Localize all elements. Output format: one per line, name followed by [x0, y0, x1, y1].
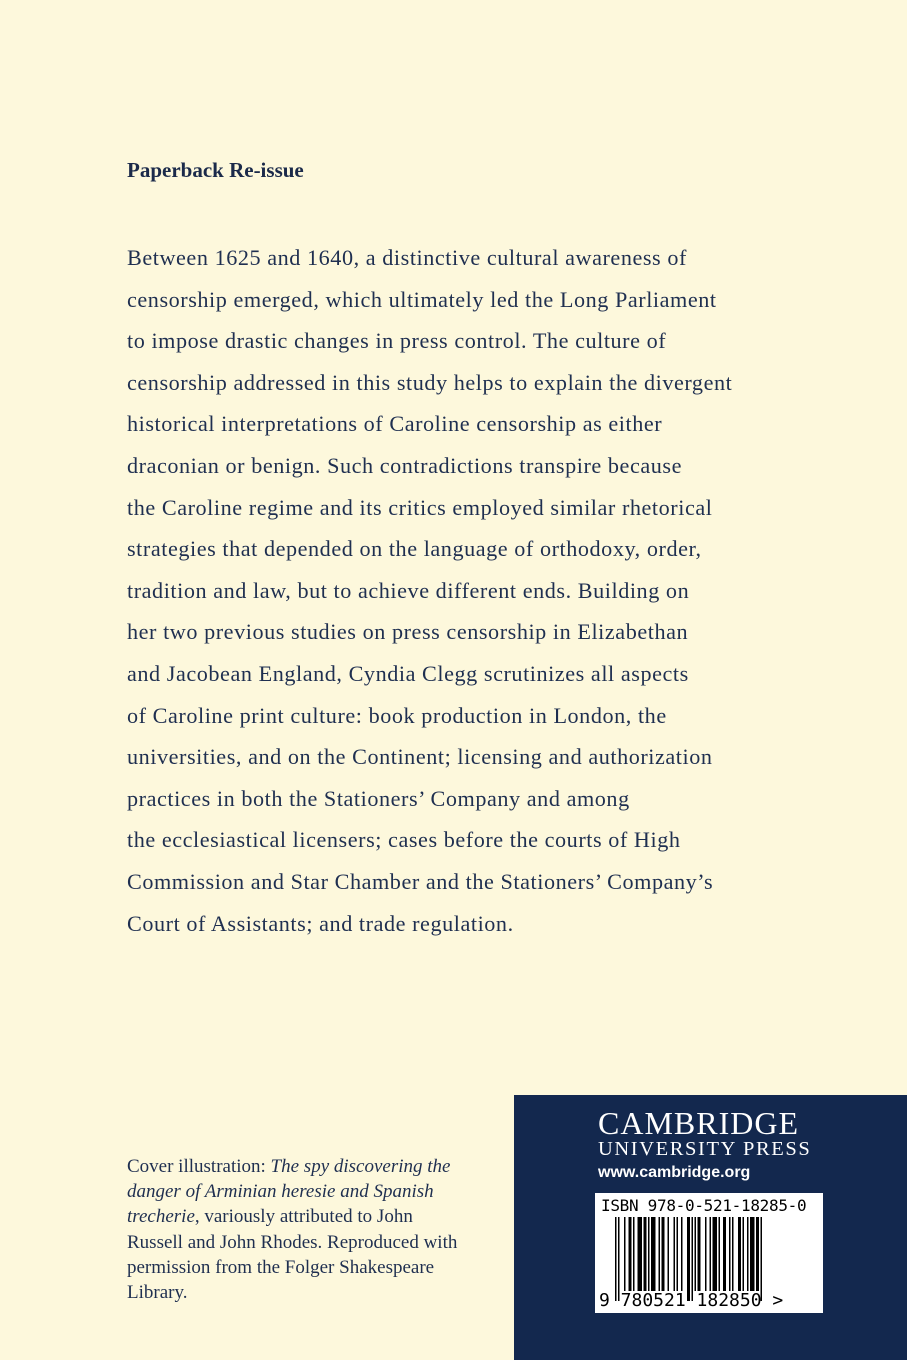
barcode-bar	[723, 1217, 726, 1291]
blurb-line: the Caroline regime and its critics employed similar rhetorical	[127, 494, 713, 520]
blurb-line: Court of Assistants; and trade regulation.	[127, 910, 514, 936]
blurb-line: practices in both the Stationers’ Company and among	[127, 785, 630, 811]
barcode-bar	[674, 1217, 676, 1291]
credit-prefix: Cover illustration:	[127, 1156, 271, 1177]
barcode-bar	[719, 1217, 721, 1291]
barcode-bar	[761, 1217, 763, 1301]
barcode-bar	[695, 1217, 697, 1291]
credit-line: permission from the Folger Shakespeare	[127, 1256, 435, 1278]
barcode-bar	[648, 1217, 650, 1291]
barcode-bar	[624, 1217, 626, 1291]
credit-title: trecherie	[127, 1206, 195, 1228]
blurb-line: draconian or benign. Such contradictions transpire because	[127, 452, 682, 478]
blurb-paragraph	[127, 237, 827, 944]
publisher-panel	[514, 1095, 907, 1360]
barcode-digits: 9 780521 182850 >	[599, 1290, 784, 1311]
barcode-bar	[729, 1217, 731, 1291]
publisher-url: www.cambridge.org	[598, 1164, 751, 1181]
barcode-bar	[698, 1217, 701, 1291]
credit-title: The spy discovering the	[270, 1156, 451, 1177]
barcode-bar	[756, 1217, 759, 1291]
blurb-line: the ecclesiastical licensers; cases before the courts of High	[127, 827, 681, 853]
blurb-line: censorship addressed in this study helps to explain the divergent	[127, 369, 733, 395]
blurb-line: tradition and law, but to achieve different ends. Building on	[127, 577, 690, 603]
barcode-bar	[633, 1217, 635, 1291]
barcode-bar	[687, 1217, 690, 1301]
barcode-bar	[677, 1217, 679, 1291]
barcode-bar	[615, 1217, 617, 1301]
barcode-bar	[743, 1217, 745, 1291]
barcode-bar	[750, 1217, 755, 1291]
barcode-bar	[668, 1217, 670, 1291]
credit-line: Russell and John Rhodes. Reproduced with	[127, 1231, 458, 1253]
reissue-heading: Paperback Re-issue	[127, 158, 304, 182]
barcode-bar	[618, 1217, 620, 1301]
blurb-line: strategies that depended on the language of orthodoxy, order,	[127, 536, 702, 562]
blurb-line: universities, and on the Continent; licensing and authorization	[127, 744, 713, 770]
barcode-bar	[692, 1217, 694, 1301]
barcode-bar	[732, 1217, 734, 1291]
blurb-line: of Caroline print culture: book production in London, the	[127, 702, 667, 728]
barcode-bar	[629, 1217, 632, 1291]
credit-title: danger of Arminian heresie and Spanish	[127, 1181, 434, 1203]
barcode-bar	[713, 1217, 718, 1291]
credit-line	[127, 1179, 507, 1204]
cover-illustration-credit	[127, 1154, 507, 1305]
blurb-line: her two previous studies on press censorship in Elizabethan	[127, 619, 689, 645]
barcode-bar	[659, 1217, 661, 1291]
blurb-line: censorship emerged, which ultimately led the Long Parliament	[127, 286, 717, 312]
publisher-logo-subtitle: UNIVERSITY PRESS	[598, 1138, 812, 1160]
barcode-bar	[705, 1217, 707, 1291]
barcode-bar	[644, 1217, 647, 1291]
blurb-line: and Jacobean England, Cyndia Clegg scrutinizes all aspects	[127, 660, 689, 686]
barcode-bar	[638, 1217, 643, 1291]
barcode-bar	[738, 1217, 741, 1291]
credit-line	[127, 1204, 507, 1229]
isbn-barcode	[595, 1193, 823, 1313]
barcode-bar	[747, 1217, 749, 1291]
credit-line: Library.	[127, 1282, 188, 1304]
blurb-line: historical interpretations of Caroline censorship as either	[127, 411, 663, 437]
blurb-line: Between 1625 and 1640, a distinctive cultural awareness of	[127, 245, 687, 270]
barcode-bar	[681, 1217, 683, 1291]
isbn-label: ISBN 978-0-521-18285-0	[601, 1196, 807, 1215]
blurb-line: to impose drastic changes in press control. The culture of	[127, 328, 667, 354]
credit-text: , variously attributed to John	[194, 1206, 413, 1228]
barcode-bar	[662, 1217, 665, 1291]
barcode-bar	[651, 1217, 656, 1291]
publisher-logo-name: CAMBRIDGE	[598, 1105, 800, 1141]
credit-line	[127, 1154, 507, 1179]
barcode-bar	[710, 1217, 712, 1291]
blurb-line: Commission and Star Chamber and the Stationers’ Company’s	[127, 868, 714, 894]
